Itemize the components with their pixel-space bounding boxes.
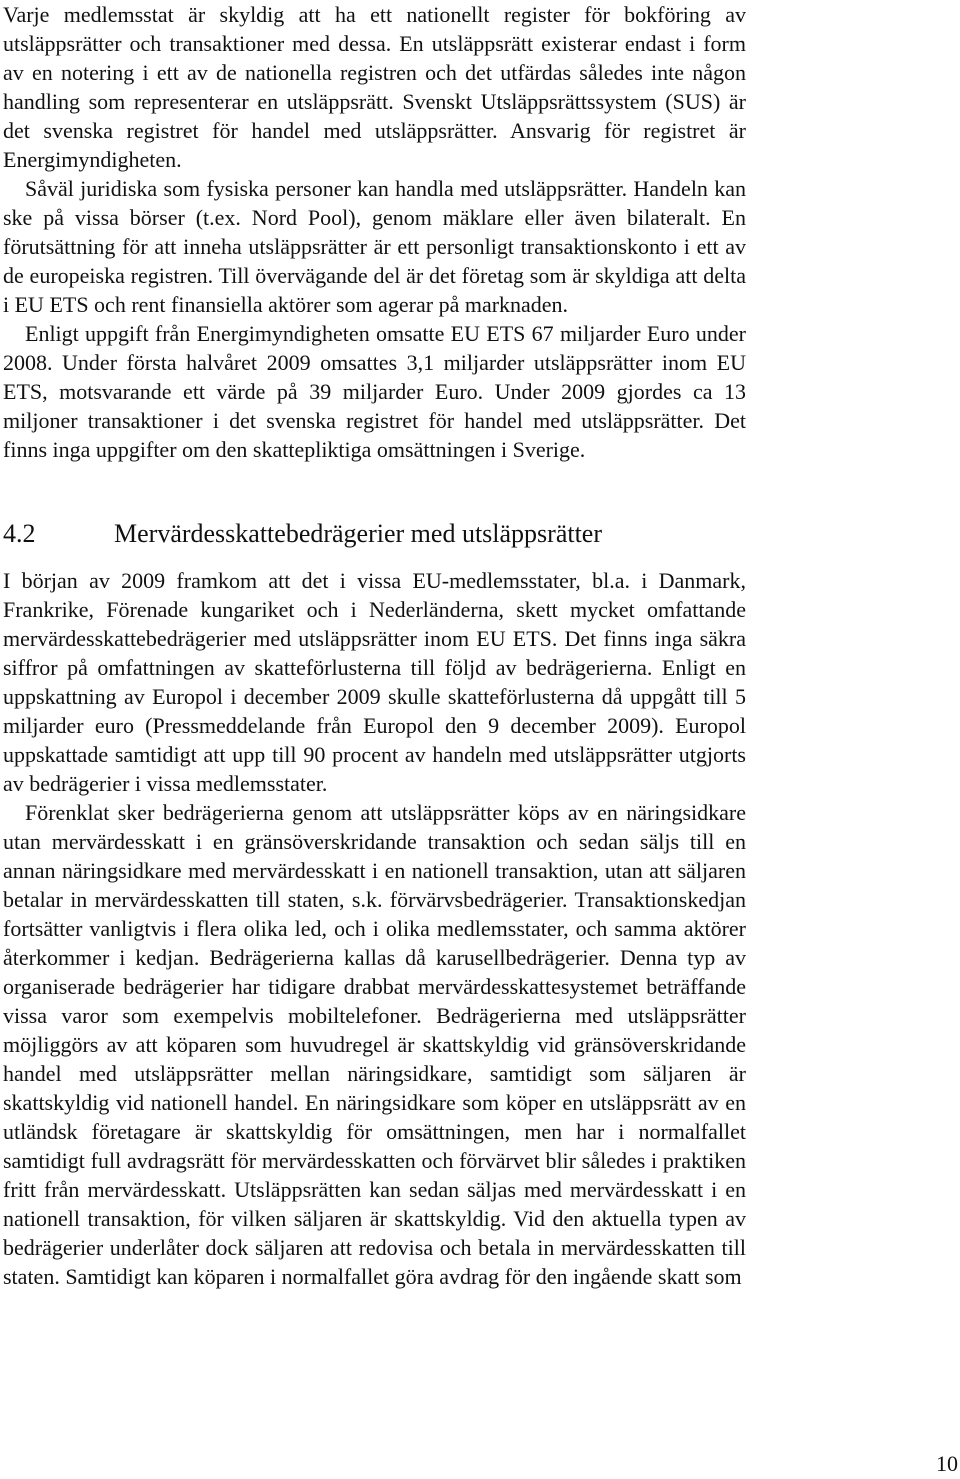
text-column [3,0,746,1291]
body-paragraph: I början av 2009 framkom att det i vissa EU-medlemsstater, bl.a. i Danmark, Frankrike, Förenade kungariket och i Nederländerna, skett mycket omfattande mervärdesskattebedrägerier med utsläppsrätter inom EU ETS. Det finns inga säkra siffror på omfattningen av skatteförlusterna till följd av bedrägerierna. Enligt en uppskattning av Europol i december 2009 skulle skatteförlusterna då uppgått till 5 miljarder euro (Pressmeddelande från Europol den 9 december 2009). Europol uppskattade samtidigt att upp till 90 procent av handeln med utsläppsrätter utgjorts av bedrägerier i vissa medlemsstater. [3,568,746,796]
page-number: 10 [936,1451,958,1476]
section-number: 4.2 [3,519,36,548]
body-paragraph: Varje medlemsstat är skyldig att ha ett nationellt register för bokföring av utsläppsrätter och transaktioner med dessa. En utsläppsrätt existerar endast i form av en notering i ett av de nationella registren och det utfärdas således inte någon handling som representerar en utsläppsrätt. Svenskt Utsläppsrättssystem (SUS) är det svenska registret för handel med utsläppsrätter. Ansvarig för registret är Energimyndigheten. [3,2,746,172]
body-paragraph: Förenklat sker bedrägerierna genom att utsläppsrätter köps av en näringsidkare utan mervärdesskatt i en gränsöverskridande transaktion och sedan säljs till en annan näringsidkare med mervärdesskatt i en nationell transaktion, utan att säljaren betalar in mervärdesskatten till staten, s.k. förvärvsbedrägerier. Transaktionskedjan fortsätter vanligtvis i flera olika led, och i olika medlemsstater, och samma aktörer återkommer i kedjan. Bedrägerierna kallas då karusellbedrägerier. Denna typ av organiserade bedrägerier har tidigare drabbat mervärdesskattesystemet beträffande vissa varor som exempelvis mobiltelefoner. Bedrägerierna med utsläppsrätter möjliggörs av att köparen som huvudregel är skattskyldig vid gränsöverskridande handel med utsläppsrätter mellan näringsidkare, samtidigt som säljaren är skattskyldig vid nationell handel. En näringsidkare som köper en utsläppsrätt av en utländsk företagare är skattskyldig för omsättningen, men har i normalfallet samtidigt full avdragsrätt för mervärdesskatten och förvärvet blir således i praktiken fritt från mervärdesskatt. Utsläppsrätten kan sedan säljas med mervärdesskatt i en nationell transaktion, för vilken säljaren är skattskyldig. Vid den aktuella typen av bedrägerier underlåter dock säljaren att redovisa och betala in mervärdesskatten till staten. Samtidigt kan köparen i normalfallet göra avdrag för den ingående skatt som [3,800,746,1289]
section-title: Mervärdesskattebedrägerier med utsläppsrätter [114,519,603,548]
body-paragraph: Enligt uppgift från Energimyndigheten omsatte EU ETS 67 miljarder Euro under 2008. Under första halvåret 2009 omsattes 3,1 miljarder utsläppsrätter inom EU ETS, motsvarande ett värde på 39 miljarder Euro. Under 2009 gjordes ca 13 miljoner transaktioner i det svenska registret för handel med utsläppsrätter. Det finns inga uppgifter om den skattepliktiga omsättningen i Sverige. [3,321,746,462]
body-paragraph: Såväl juridiska som fysiska personer kan handla med utsläppsrätter. Handeln kan ske på vissa börser (t.ex. Nord Pool), genom mäklare eller även bilateralt. En förutsättning för att inneha utsläppsrätter är ett personligt transaktionskonto i ett av de europeiska registren. Till övervägande del är det företag som är skyldiga att delta i EU ETS och rent finansiella aktörer som agerar på marknaden. [3,176,746,317]
section-heading [3,517,746,551]
